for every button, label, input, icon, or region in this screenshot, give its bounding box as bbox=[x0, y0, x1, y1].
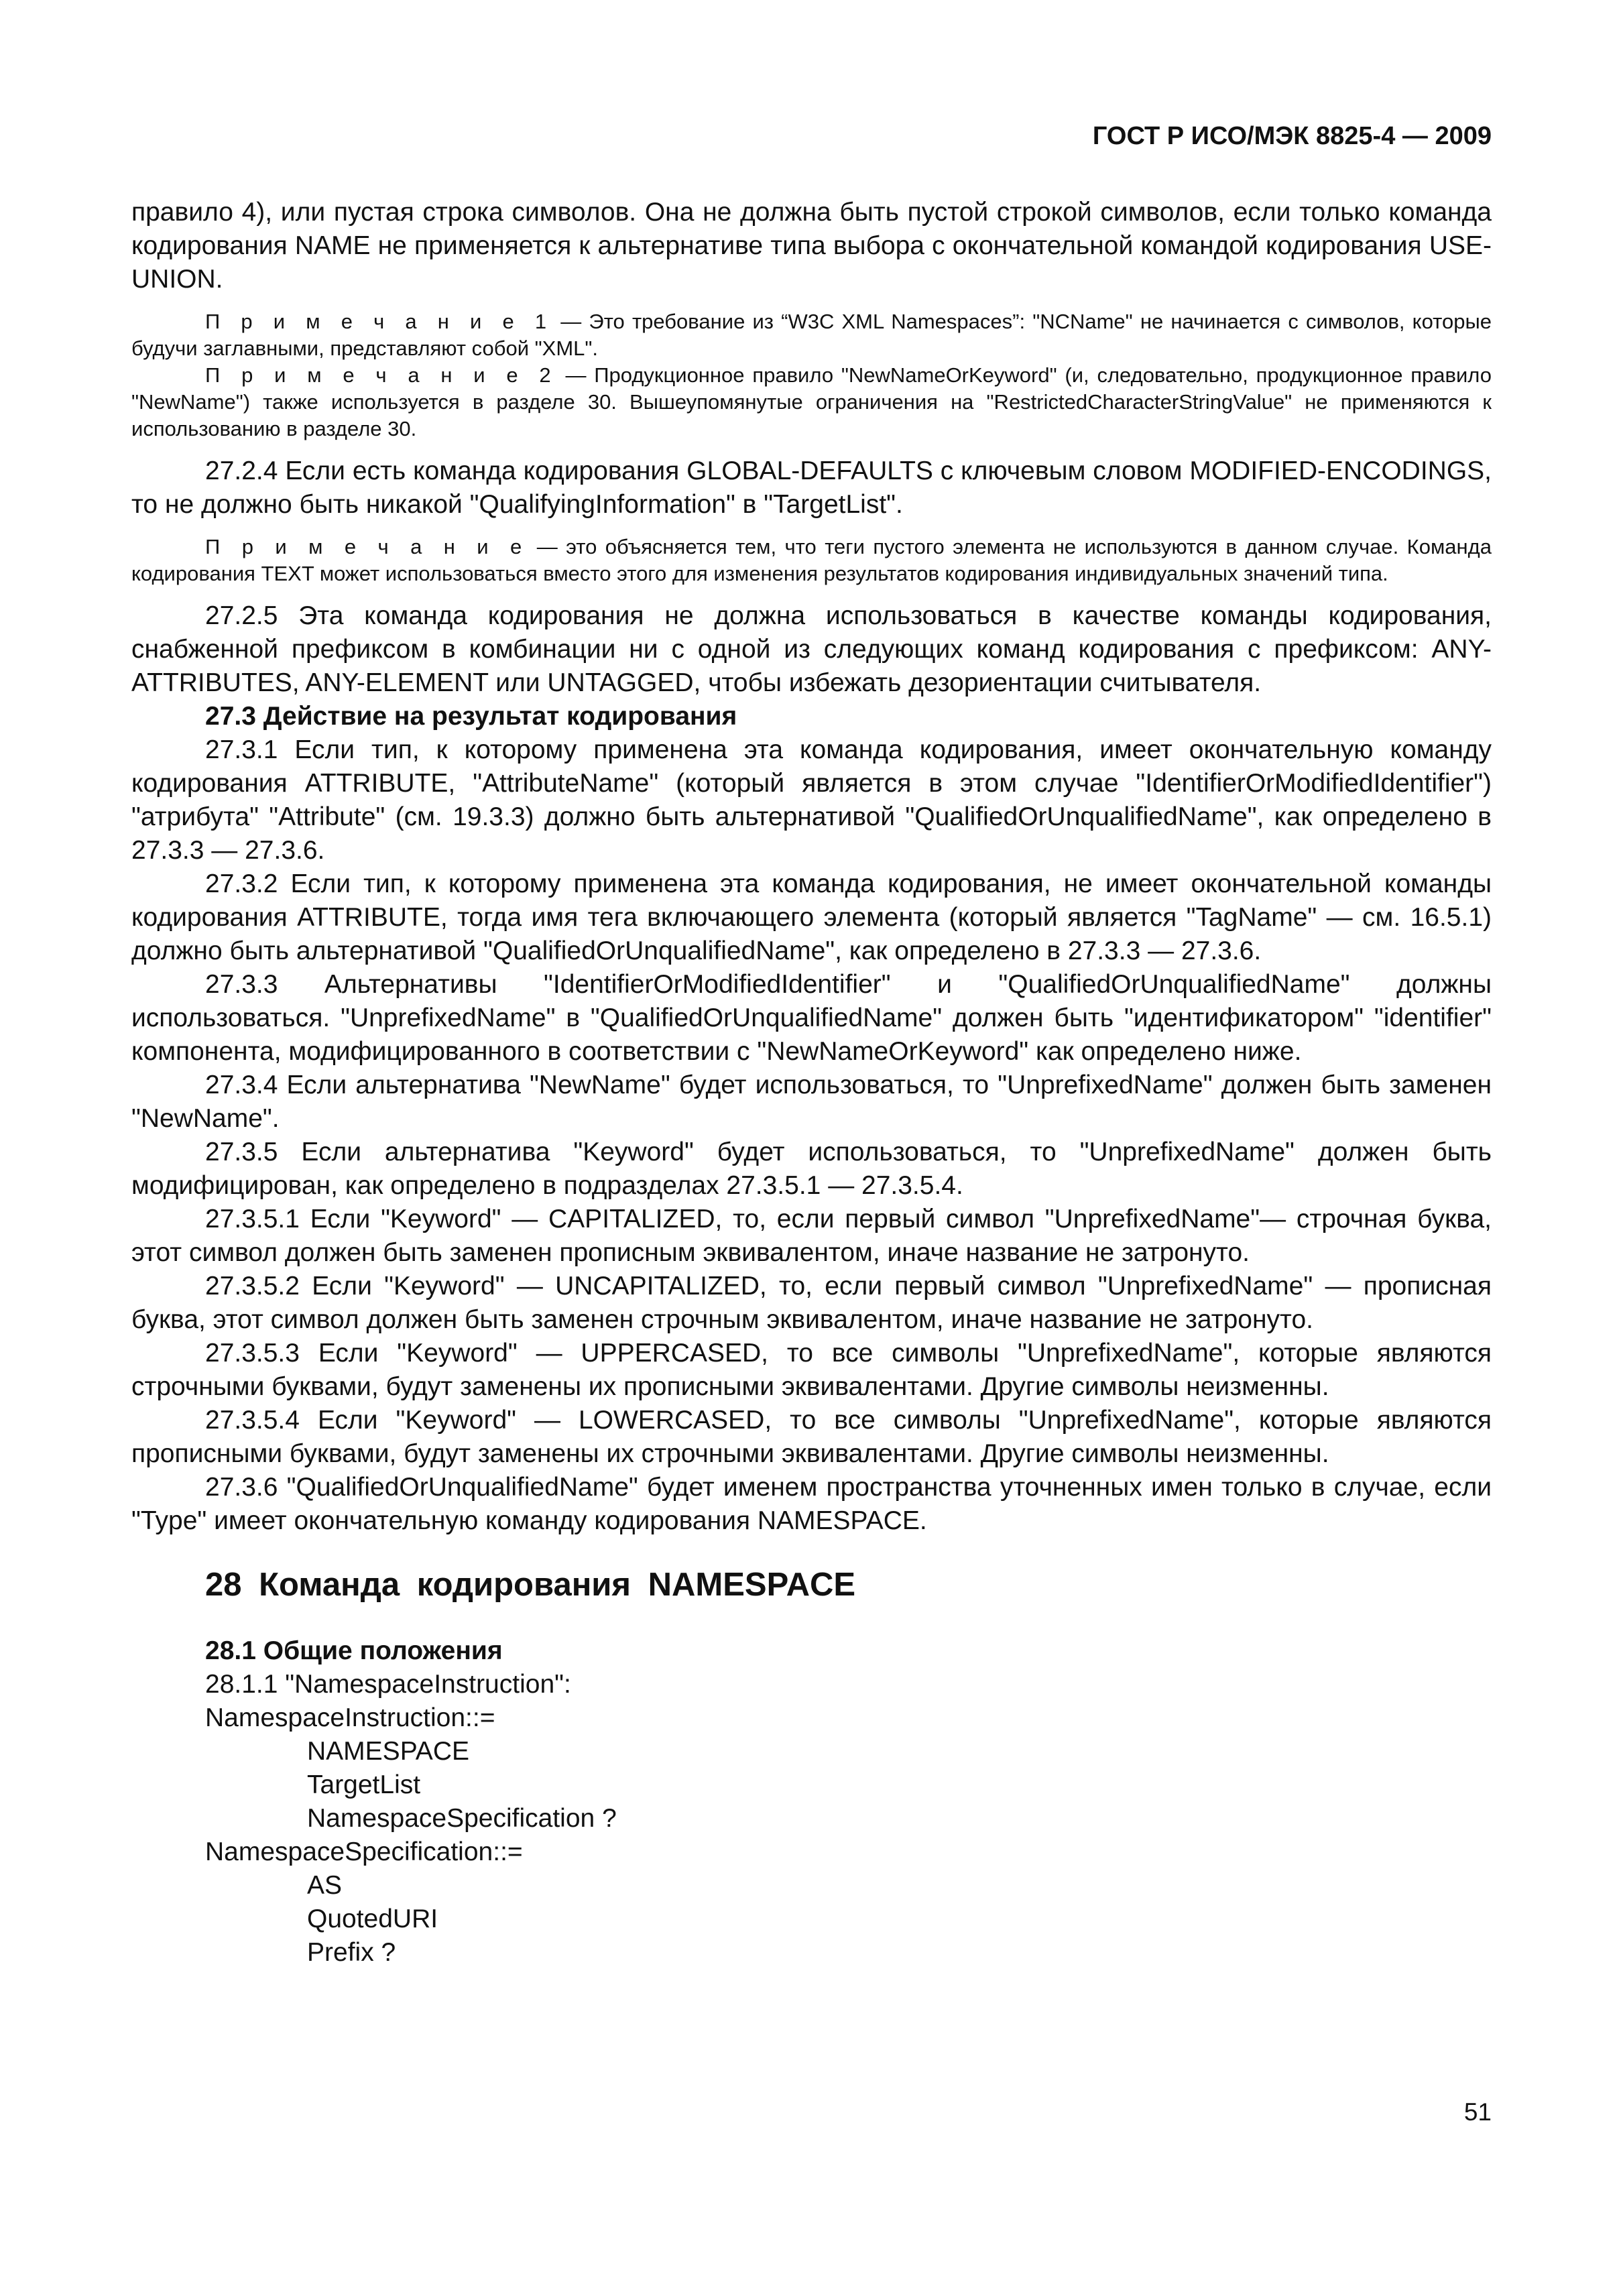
page-number: 51 bbox=[1463, 2098, 1492, 2126]
clause-28-1-1: 28.1.1 "NamespaceInstruction": bbox=[205, 1670, 571, 1699]
clause-27-3-5-4: 27.3.5.4 Если "Keyword" — LOWERCASED, то все символы "UnprefixedName", которые являются прописными буквами, будут заменены их строчными эквивалентами. Другие символы неизменны. bbox=[131, 1406, 1492, 1468]
paragraph-continuation: правило 4), или пустая строка символов. Она не должна быть пустой строкой символов, если только команда кодирования NAME не применяется к альтернативе типа выбора с окончательной командой кодирования USE-UNION. bbox=[131, 198, 1492, 294]
production-namespace-specification: NamespaceSpecification::= bbox=[205, 1837, 523, 1866]
section-28-title: 28 Команда кодирования NAMESPACE bbox=[205, 1567, 856, 1603]
production-item: NamespaceSpecification ? bbox=[307, 1804, 617, 1833]
clause-27-3-2: 27.3.2 Если тип, к которому применена эта команда кодирования, не имеет окончательной команды кодирования ATTRIBUTE, тогда имя тега включающего элемента (который является "TagName" — см. 16.5.1) должно быть альтернативой "QualifiedOrUnqualifiedName", как определено в 27.3.3 — 27.3.6. bbox=[131, 869, 1492, 965]
page-content bbox=[131, 196, 1492, 1970]
heading-27-3: 27.3 Действие на результат кодирования bbox=[205, 702, 737, 731]
production-item: AS bbox=[307, 1871, 343, 1900]
standard-header: ГОСТ Р ИСО/МЭК 8825-4 — 2009 bbox=[1092, 122, 1492, 150]
note-3 bbox=[131, 534, 1492, 587]
production-item: QuotedURI bbox=[307, 1905, 438, 1933]
note-1-text: — Это требование из “W3C XML Namespaces”: "NCName" не начинается с символов, которые будучи заглавными, представляют собой "XML". bbox=[131, 310, 1492, 360]
clause-27-3-5-2: 27.3.5.2 Если "Keyword" — UNCAPITALIZED, то, если первый символ "UnprefixedName" — прописная буква, этот символ должен быть заменен строчным эквивалентом, иначе название не затронуто. bbox=[131, 1272, 1492, 1334]
clause-27-2-4: 27.2.4 Если есть команда кодирования GLOBAL-DEFAULTS с ключевым словом MODIFIED-ENCODINGS, то не должно быть никакой "QualifyingInformation" в "TargetList". bbox=[131, 457, 1492, 519]
production-item: Prefix ? bbox=[307, 1938, 396, 1967]
clause-27-3-5-3: 27.3.5.3 Если "Keyword" — UPPERCASED, то все символы "UnprefixedName", которые являются строчными буквами, будут заменены их прописными эквивалентами. Другие символы неизменны. bbox=[131, 1339, 1492, 1401]
production-item: NAMESPACE bbox=[307, 1737, 469, 1766]
note-2-text: — Продукционное правило "NewNameOrKeyword" (и, следовательно, продукционное правило "NewName") также используется в разделе 30. Вышеупомянутые ограничения на "RestrictedCharacterStringValue" не применяются к использованию в разделе 30. bbox=[131, 363, 1492, 440]
production-item: TargetList bbox=[307, 1770, 421, 1799]
note-1 bbox=[131, 308, 1492, 362]
clause-27-3-3: 27.3.3 Альтернативы "IdentifierOrModifiedIdentifier" и "QualifiedOrUnqualifiedName" должны использоваться. "UnprefixedName" в "QualifiedOrUnqualifiedName" должен быть "идентификатором" "identifier" компонента, модифицированного в соответствии с "NewNameOrKeyword" как определено ниже. bbox=[131, 970, 1492, 1066]
note-3-text: — это объясняется тем, что теги пустого элемента не используются в данном случае. Команда кодирования TEXT может использоваться вместо этого для изменения результатов кодирования индивидуальных значений типа. bbox=[131, 535, 1492, 585]
clause-27-3-4: 27.3.4 Если альтернатива "NewName" будет использоваться, то "UnprefixedName" должен быть заменен "NewName". bbox=[131, 1071, 1492, 1133]
note-2-label: П р и м е ч а н и е 2 bbox=[205, 363, 558, 387]
note-3-label: П р и м е ч а н и е bbox=[205, 535, 529, 558]
clause-27-3-6: 27.3.6 "QualifiedOrUnqualifiedName" будет именем пространства уточненных имен только в случае, если "Type" имеет окончательную команду кодирования NAMESPACE. bbox=[131, 1473, 1492, 1535]
clause-27-2-5: 27.2.5 Эта команда кодирования не должна использоваться в качестве команды кодирования, снабженной префиксом в комбинации ни с одной из следующих команд кодирования с префиксом: ANY-ATTRIBUTES, ANY-ELEMENT или UNTAGGED, чтобы избежать дезориентации считывателя. bbox=[131, 601, 1492, 697]
clause-27-3-5: 27.3.5 Если альтернатива "Keyword" будет использоваться, то "UnprefixedName" должен быть модифицирован, как определено в подразделах 27.3.5.1 — 27.3.5.4. bbox=[131, 1138, 1492, 1200]
subsection-28-1-title: 28.1 Общие положения bbox=[205, 1636, 503, 1665]
production-namespace-instruction: NamespaceInstruction::= bbox=[205, 1703, 495, 1732]
note-1-label: П р и м е ч а н и е 1 bbox=[205, 310, 554, 333]
note-2 bbox=[131, 362, 1492, 442]
clause-27-3-1: 27.3.1 Если тип, к которому применена эта команда кодирования, имеет окончательную команду кодирования ATTRIBUTE, "AttributeName" (который является в этом случае "IdentifierOrModifiedIdentifier") "атрибута" "Attribute" (см. 19.3.3) должно быть альтернативой "QualifiedOrUnqualifiedName", как определено в 27.3.3 — 27.3.6. bbox=[131, 735, 1492, 865]
clause-27-3-5-1: 27.3.5.1 Если "Keyword" — CAPITALIZED, то, если первый символ "UnprefixedName"— строчная буква, этот символ должен быть заменен прописным эквивалентом, иначе название не затронуто. bbox=[131, 1205, 1492, 1267]
